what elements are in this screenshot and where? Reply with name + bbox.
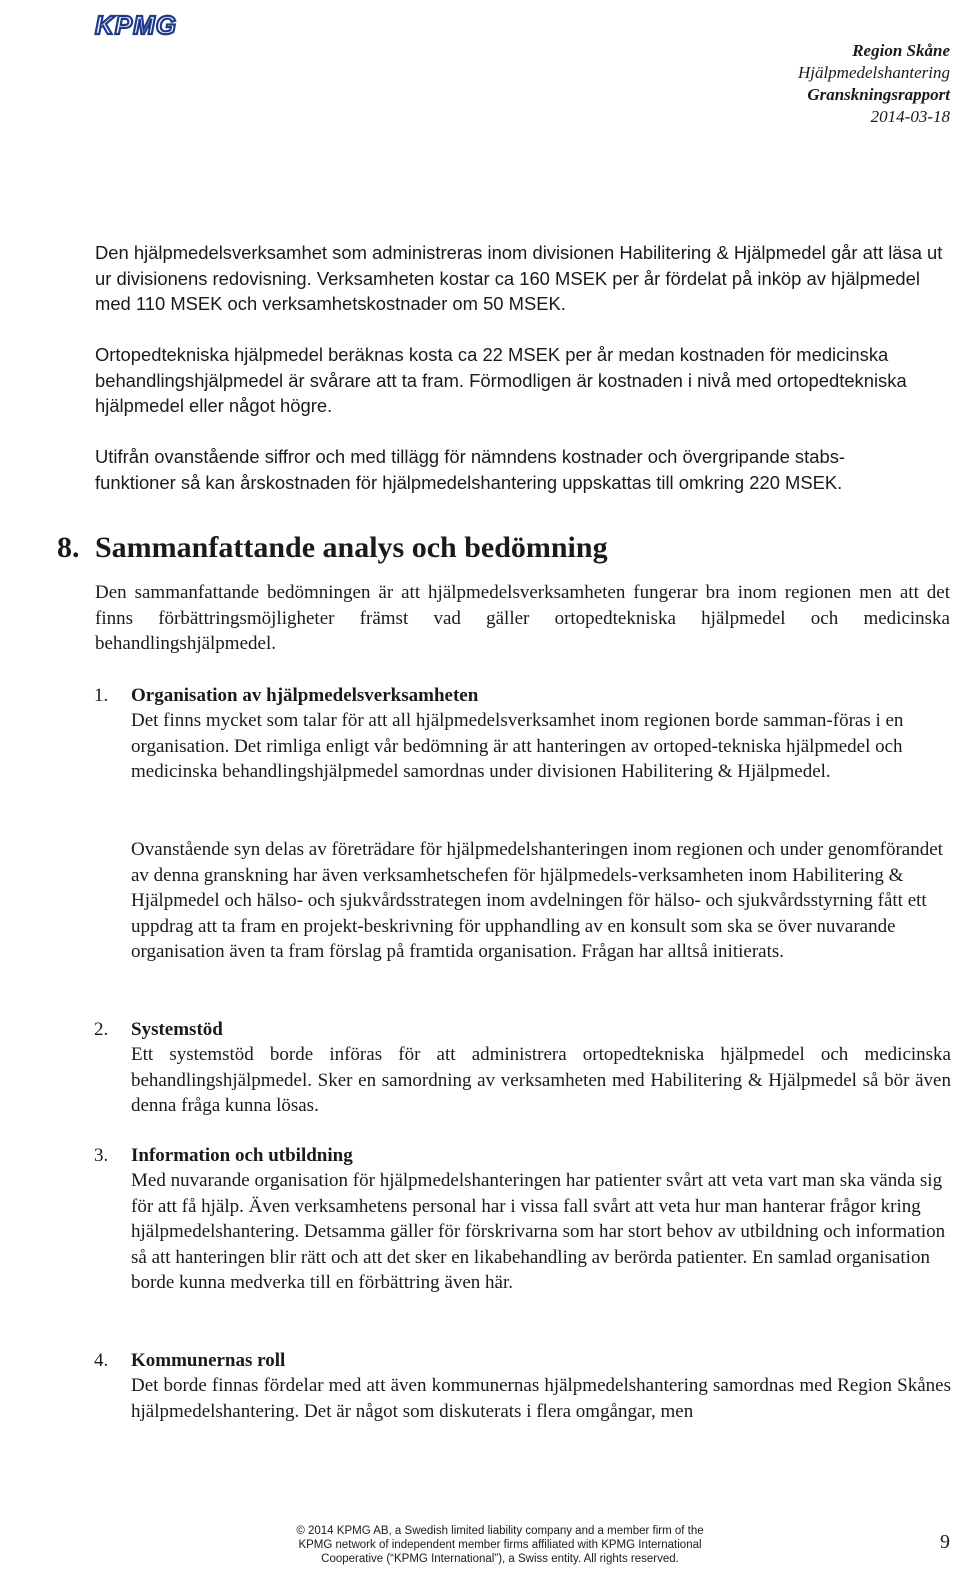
header-subject: Hjälpmedelshantering [797,63,950,82]
item-2-number: 2. [94,1019,109,1040]
paragraph-3: Utifrån ovanstående siffror och med tillägg för nämndens kostnader och övergripande stabs-funktioner så kan årskostnaden för hjälpmedelshantering uppskattas till omkring 220 MSEK. [95,446,846,493]
item-2-body: Ett systemstöd borde införas för att administrera ortopedtekniska hjälpmedel och medicinska behandlingshjälpmedel. Sker en samordning av verksamheten med Habilitering & Hjälpmedel så bör även denna fråga kunna lösas. [131,1044,951,1116]
page-number: 9 [940,1531,950,1553]
item-3-number: 3. [94,1145,109,1166]
item-1-title: Organisation av hjälpmedelsverksamheten [131,685,479,706]
section-title: Sammanfattande analys och bedömning [95,531,608,564]
footer-line-3: Cooperative (“KPMG International”), a Swiss entity. All rights reserved. [321,1553,679,1565]
kpmg-logo-text: KPMG [95,10,177,39]
item-4-number: 4. [94,1350,109,1371]
footer-line-1: © 2014 KPMG AB, a Swedish limited liability company and a member firm of the [296,1525,704,1537]
item-2-title: Systemstöd [131,1019,223,1040]
item-1-number: 1. [94,685,109,706]
item-4-title: Kommunernas roll [131,1350,286,1371]
kpmg-logo [93,7,181,39]
document-header [798,40,950,128]
item-1-body: Det finns mycket som talar för att all hjälpmedelsverksamhet inom regionen borde samman-föras i en organisation. Det rimliga enligt vår bedömning är att hanteringen av ortoped-tekniska hjälpmedel och medicinska behandlingshjälpmedel samordnas under divisionen Habilitering & Hjälpmedel. [131,710,904,782]
header-report-type: Granskningsrapport [807,85,950,104]
item-4-body: Det borde finnas fördelar med att även kommunernas hjälpmedelshantering samordnas med Region Skånes hjälpmedelshantering. Det är något som diskuterats i flera omgångar, men [131,1375,951,1422]
section-intro: Den sammanfattande bedömningen är att hjälpmedelsverksamheten fungerar bra inom regionen men att det finns förbättringsmöjligheter främst vad gäller ortopedtekniska hjälpmedel och medicinska behandlingshjälpmedel. [95,582,950,654]
footer-line-2: KPMG network of independent member firms affiliated with KPMG International [298,1539,702,1551]
section-number: 8. [57,531,80,564]
header-date: 2014-03-18 [870,107,950,126]
item-1-body-2: Ovanstående syn delas av företrädare för hjälpmedelshanteringen inom regionen och under genomförandet av denna granskning har även verksamhetschefen för hjälpmedels-verksamheten inom Habilitering & Hjälpmedel och hälso- och sjukvårdsstrategen inom avdelningen för hälso- och sjukvårdsstyrning fått ett uppdrag att ta fram en projekt-beskrivning för upphandling av en konsult som ska se över nuvarande organisation även ta fram förslag på framtida organisation. Frågan har alltså initierats. [131,839,943,962]
paragraph-2: Ortopedtekniska hjälpmedel beräknas kosta ca 22 MSEK per år medan kostnaden för medicinska behandlingshjälpmedel är svårare att ta fram. Förmodligen är kostnaden i nivå med ortopedtekniska hjälpmedel eller något högre. [95,344,907,416]
item-3-body: Med nuvarande organisation för hjälpmedelshanteringen har patienter svårt att veta vart man ska vända sig för att få hjälp. Även verksamhetens personal har i vissa fall svårt att veta hur man hanterar frågor kring hjälpmedelshantering. Detsamma gäller för förskrivarna som har stort behov av utbildning och information så att hanteringen blir rätt och att det sker en likabehandling av berörda patienter. En samlad organisation borde kunna medverka till en förbättring även här. [131,1170,946,1293]
header-org: Region Skåne [852,41,950,60]
paragraph-1: Den hjälpmedelsverksamhet som administreras inom divisionen Habilitering & Hjälpmedel går att läsa ut ur divisionens redovisning. Verksamheten kostar ca 160 MSEK per år fördelat på inköp av hjälpmedel med 110 MSEK och verksamhetskostnader om 50 MSEK. [95,242,943,314]
item-3-title: Information och utbildning [131,1145,353,1166]
copyright-footer [290,1524,710,1566]
